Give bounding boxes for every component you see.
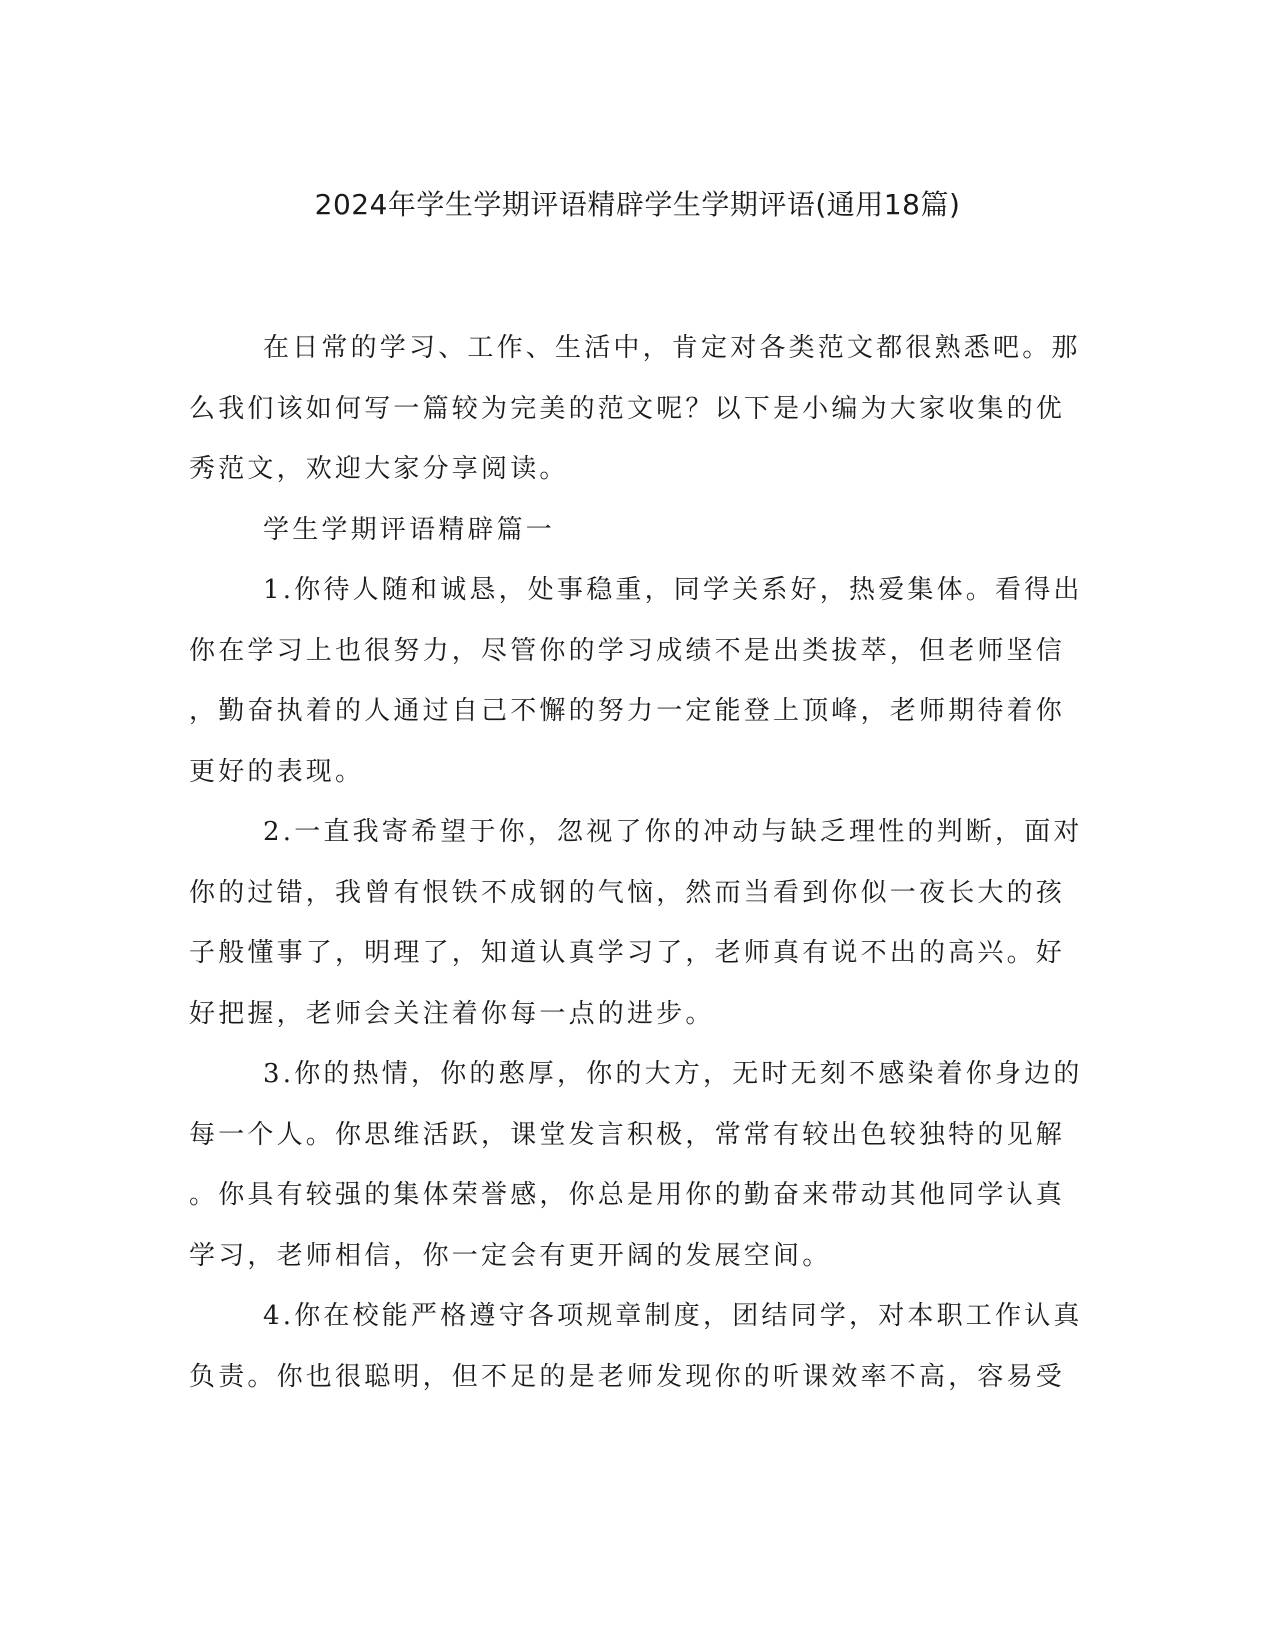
text-line: 子般懂事了，明理了，知道认真学习了，老师真有说不出的高兴。好	[189, 938, 1066, 968]
document-title: 2024年学生学期评语精辟学生学期评语(通用18篇)	[314, 188, 961, 221]
text-line: 学习，老师相信，你一定会有更开阔的发展空间。	[189, 1240, 832, 1271]
document-body	[189, 318, 1089, 1407]
text-line: 。你具有较强的集体荣誉感，你总是用你的勤奋来带动其他同学认真	[189, 1180, 1066, 1210]
text-line: 2.一直我寄希望于你，忽视了你的冲动与缺乏理性的判断，面对	[263, 817, 1083, 847]
text-line: 负责。你也很聪明，但不足的是老师发现你的听课效率不高，容易受	[189, 1361, 1066, 1392]
text-line: 好把握，老师会关注着你每一点的进步。	[189, 998, 715, 1029]
text-line: 4.你在校能严格遵守各项规章制度，团结同学，对本职工作认真	[263, 1301, 1083, 1331]
text-line: 每一个人。你思维活跃，课堂发言积极，常常有较出色较独特的见解	[189, 1119, 1066, 1150]
text-line: 1.你待人随和诚恳，处事稳重，同学关系好，热爱集体。看得出	[263, 575, 1083, 605]
text-line: 你在学习上也很努力，尽管你的学习成绩不是出类拔萃，但老师坚信	[189, 635, 1066, 666]
text-line: 更好的表现。	[189, 756, 365, 787]
text-line: ，勤奋执着的人通过自己不懈的努力一定能登上顶峰，老师期待着你	[189, 696, 1066, 726]
text-line: 你的过错，我曾有恨铁不成钢的气恼，然而当看到你似一夜长大的孩	[189, 877, 1066, 908]
text-line: 3.你的热情，你的憨厚，你的大方，无时无刻不感染着你身边的	[263, 1059, 1083, 1089]
text-line: 秀范文，欢迎大家分享阅读。	[189, 454, 569, 484]
text-line: 在日常的学习、工作、生活中，肯定对各类范文都很熟悉吧。那	[263, 333, 1081, 363]
text-line: 学生学期评语精辟篇一	[263, 514, 556, 545]
text-line: 么我们该如何写一篇较为完美的范文呢？以下是小编为大家收集的优	[189, 393, 1066, 424]
